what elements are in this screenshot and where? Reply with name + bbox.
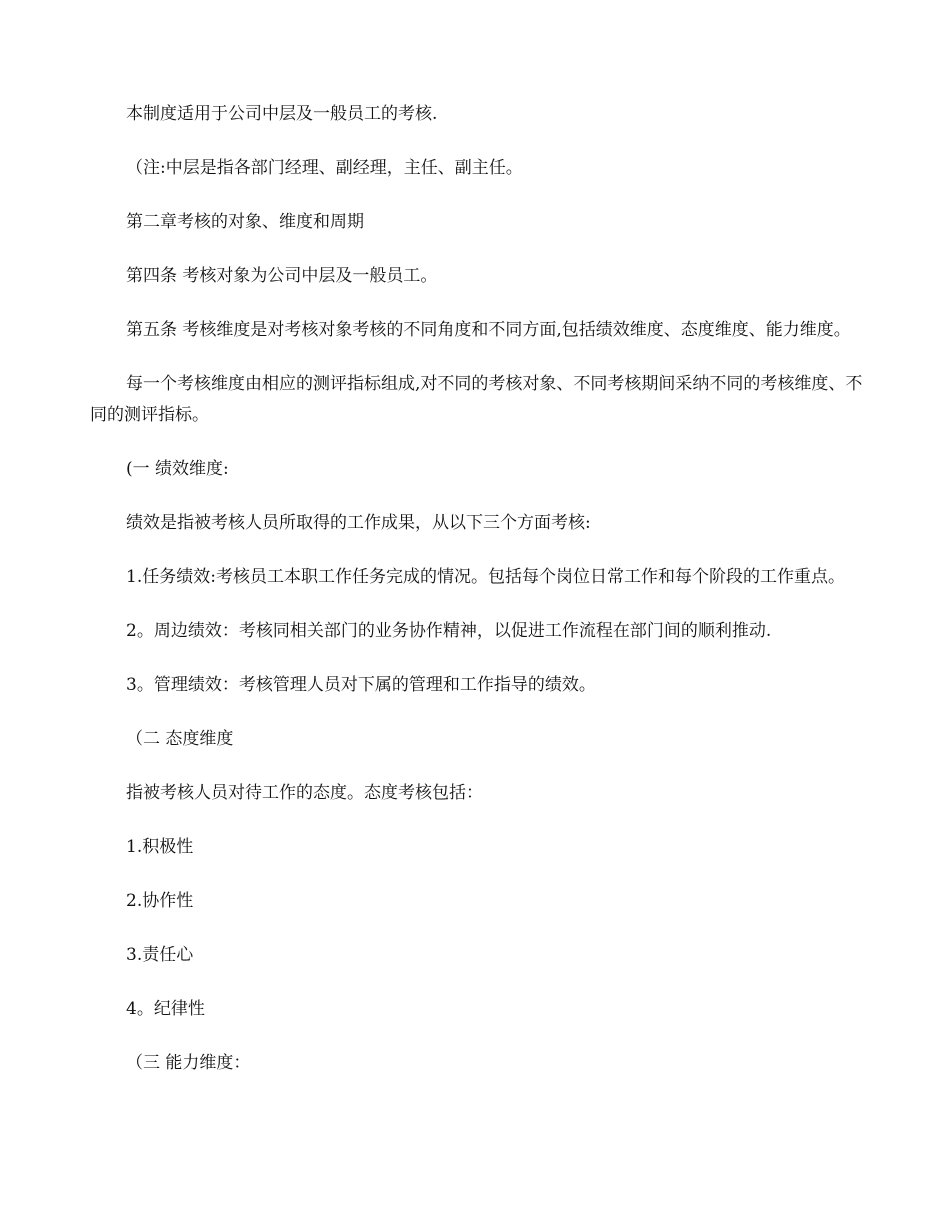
paragraph-dimension-indicators: 每一个考核维度由相应的测评指标组成,对不同的考核对象、不同考核期间采纳不同的考核维度、不同的测评指标。 (90, 374, 863, 425)
paragraph-performance-definition: 绩效是指被考核人员所取得的工作成果，从以下三个方面考核: (126, 513, 591, 533)
list-item-responsibility: 3.责任心 (126, 945, 194, 965)
list-item-task-performance: 1.任务绩效:考核员工本职工作任务完成的情况。包括每个岗位日常工作和每个阶段的工作重点。 (126, 567, 845, 587)
paragraph-scope: 本制度适用于公司中层及一般员工的考核. (126, 104, 438, 124)
list-item-initiative: 1.积极性 (126, 837, 194, 857)
section-attitude-dimension: （二 态度维度 (126, 729, 234, 749)
chapter-heading-2: 第二章考核的对象、维度和周期 (126, 212, 364, 232)
document-body (90, 99, 865, 1079)
list-item-cooperation: 2.协作性 (126, 891, 194, 911)
article-5: 第五条 考核维度是对考核对象考核的不同角度和不同方面,包括绩效维度、态度维度、能力维度。 (126, 320, 851, 340)
list-item-peripheral-performance: 2。周边绩效：考核同相关部门的业务协作精神，以促进工作流程在部门间的顺利推动. (126, 621, 772, 641)
paragraph-note-middle-management: （注:中层是指各部门经理、副经理，主任、副主任。 (126, 158, 523, 178)
article-4: 第四条 考核对象为公司中层及一般员工。 (126, 266, 438, 286)
list-item-discipline: 4。纪律性 (126, 999, 205, 1019)
section-performance-dimension: (一 绩效维度: (126, 459, 229, 479)
paragraph-attitude-definition: 指被考核人员对待工作的态度。态度考核包括： (126, 783, 483, 803)
list-item-management-performance: 3。管理绩效：考核管理人员对下属的管理和工作指导的绩效。 (126, 675, 596, 695)
section-ability-dimension: （三 能力维度： (126, 1053, 251, 1073)
